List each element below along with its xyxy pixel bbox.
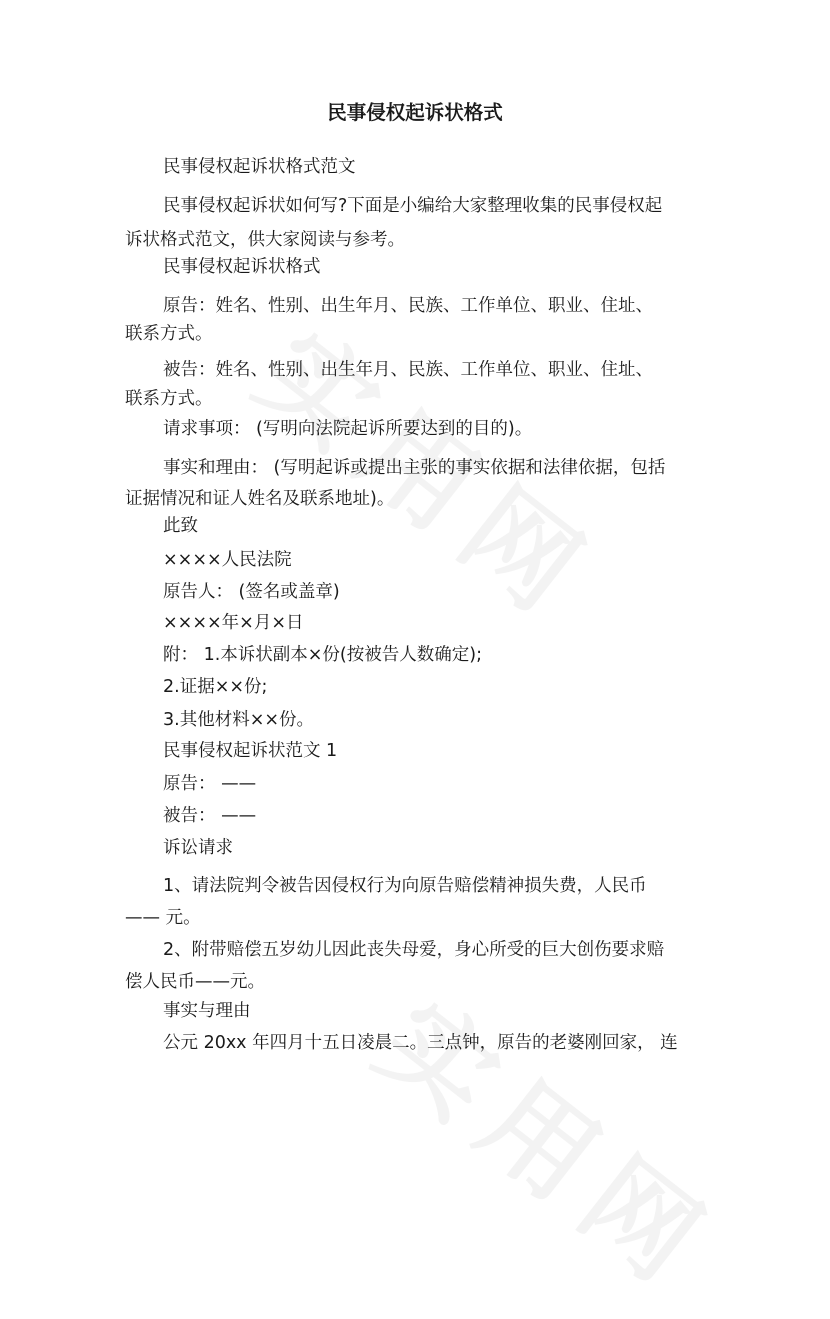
section-heading: 事实与理由	[163, 1001, 251, 1021]
paragraph-line: 原告：姓名、性别、出生年月、民族、工作单位、职业、住址、	[163, 296, 653, 316]
paragraph-line: 原告人： (签名或盖章)	[163, 582, 340, 602]
paragraph-line: 2、附带赔偿五岁幼儿因此丧失母爱，身心所受的巨大创伤要求赔	[163, 940, 665, 960]
paragraph-line: 原告： ——	[163, 774, 257, 794]
paragraph-line: 此致	[163, 516, 198, 536]
paragraph-line: ××××年×月×日	[163, 613, 304, 633]
paragraph-line: 请求事项： (写明向法院起诉所要达到的目的)。	[163, 419, 533, 439]
paragraph-line: 联系方式。	[125, 324, 213, 344]
paragraph-line: —— 元。	[125, 908, 201, 928]
section-heading: 民事侵权起诉状格式范文	[163, 157, 356, 177]
paragraph-line: 被告：姓名、性别、出生年月、民族、工作单位、职业、住址、	[163, 360, 653, 380]
paragraph-line: 证据情况和证人姓名及联系地址)。	[125, 489, 395, 509]
paragraph-line: 联系方式。	[125, 389, 213, 409]
paragraph-line: 偿人民币——元。	[125, 972, 265, 992]
section-heading: 民事侵权起诉状范文 1	[163, 741, 338, 761]
paragraph-line: 被告： ——	[163, 806, 257, 826]
paragraph-line: 2.证据××份;	[163, 677, 268, 697]
paragraph-line: 诉状格式范文，供大家阅读与参考。	[125, 230, 405, 250]
paragraph-line: 1、请法院判令被告因侵权行为向原告赔偿精神损失费，人民币	[163, 876, 647, 896]
section-heading: 诉讼请求	[163, 838, 233, 858]
paragraph-line: 公元 20xx 年四月十五日凌晨二。三点钟，原告的老婆刚回家， 连	[163, 1033, 678, 1053]
paragraph-line: 3.其他材料××份。	[163, 710, 315, 730]
document-title: 民事侵权起诉状格式	[327, 101, 503, 124]
section-heading: 民事侵权起诉状格式	[163, 257, 321, 277]
paragraph-line: ××××人民法院	[163, 550, 292, 570]
paragraph-line: 民事侵权起诉状如何写?下面是小编给大家整理收集的民事侵权起	[163, 196, 663, 216]
paragraph-line: 附： 1.本诉状副本×份(按被告人数确定);	[163, 645, 482, 665]
paragraph-line: 事实和理由： (写明起诉或提出主张的事实依据和法律依据，包括	[163, 458, 666, 478]
